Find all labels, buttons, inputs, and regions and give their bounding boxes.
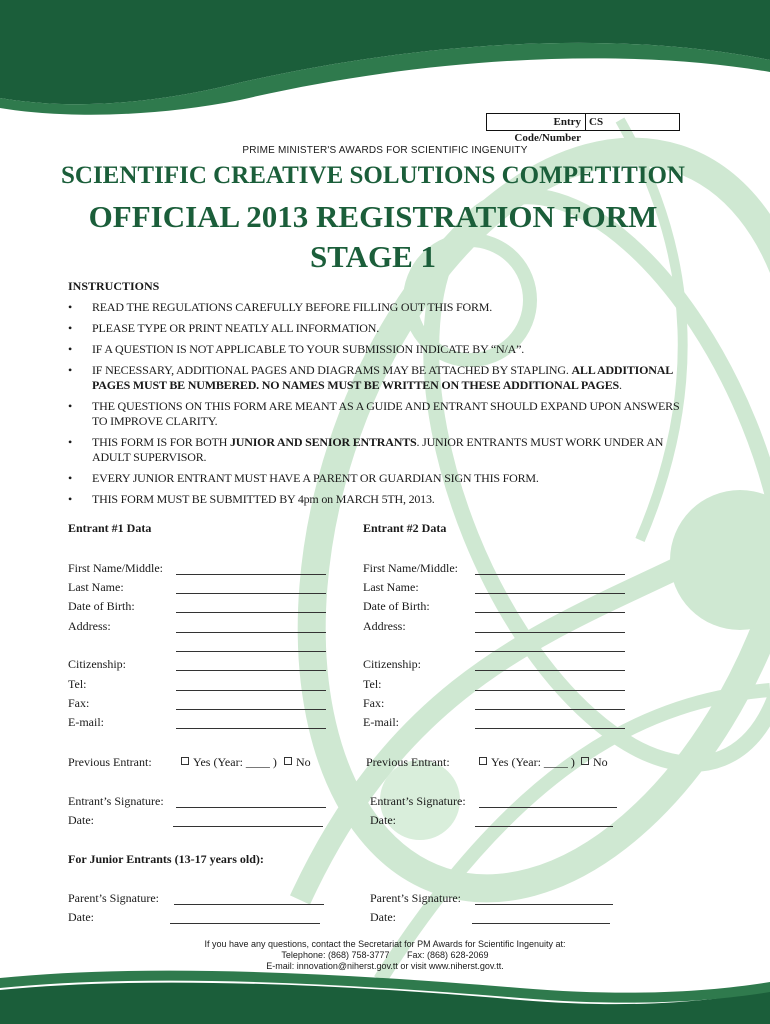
- instruction-item: • THIS FORM MUST BE SUBMITTED BY 4pm on MARCH 5TH, 2013.: [68, 492, 688, 507]
- entrant2-heading: Entrant #2 Data: [363, 521, 447, 535]
- entrant2-email-label: E-mail:: [363, 715, 399, 729]
- entrant1-citizenship-field[interactable]: [176, 670, 326, 671]
- awards-pretitle: PRIME MINISTER'S AWARDS FOR SCIENTIFIC INGENUITY: [242, 145, 528, 156]
- entrant2-email-field[interactable]: [475, 728, 625, 729]
- entrant2-address-field[interactable]: [475, 632, 625, 633]
- entrant2-last-name-field[interactable]: [475, 593, 625, 594]
- checkbox-icon[interactable]: [181, 757, 189, 765]
- instruction-item: • IF NECESSARY, ADDITIONAL PAGES AND DIAGRAMS MAY BE ATTACHED BY STAPLING. ALL ADDITIONAL PAGES MUST BE NUMBERED. NO NAMES MUST BE WRITTEN ON THESE ADDITIONAL PAGES.: [68, 363, 688, 393]
- competition-title: SCIENTIFIC CREATIVE SOLUTIONS COMPETITION: [61, 162, 685, 189]
- instruction-item: • READ THE REGULATIONS CAREFULLY BEFORE FILLING OUT THIS FORM.: [68, 300, 688, 315]
- entry-code-box: [486, 113, 680, 144]
- entrant2-previous-label: Previous Entrant:: [366, 755, 450, 769]
- instructions-section: [68, 279, 688, 513]
- parent2-signature-label: Parent’s Signature:: [370, 891, 461, 905]
- footer-intro: If you have any questions, contact the Secretariat for PM Awards for Scientific Ingenuity at:: [204, 939, 566, 949]
- entrant1-last-name-field[interactable]: [176, 593, 326, 594]
- instructions-heading: INSTRUCTIONS: [68, 279, 160, 293]
- entrant1-address-field-2[interactable]: [176, 651, 326, 652]
- entrant1-address-field[interactable]: [176, 632, 326, 633]
- entrant2-previous-no-option[interactable]: No: [581, 755, 608, 770]
- entrant1-first-name-label: First Name/Middle:: [68, 561, 163, 575]
- entrant2-date-field[interactable]: [475, 826, 613, 827]
- footer-email-web: E-mail: innovation@niherst.gov.tt or visit www.niherst.gov.tt.: [266, 961, 504, 971]
- entrant1-dob-label: Date of Birth:: [68, 599, 135, 613]
- entrant2-first-name-field[interactable]: [475, 574, 625, 575]
- entrant1-last-name-label: Last Name:: [68, 580, 124, 594]
- entrant2-signature-label: Entrant’s Signature:: [370, 794, 466, 808]
- instruction-item: • EVERY JUNIOR ENTRANT MUST HAVE A PARENT OR GUARDIAN SIGN THIS FORM.: [68, 471, 688, 486]
- form-title-line: OFFICIAL 2013 REGISTRATION FORM: [88, 199, 658, 234]
- checkbox-icon[interactable]: [581, 757, 589, 765]
- instructions-list: [68, 300, 688, 507]
- instruction-item: • THIS FORM IS FOR BOTH JUNIOR AND SENIOR ENTRANTS. JUNIOR ENTRANTS MUST WORK UNDER AN ADULT SUPERVISOR.: [68, 435, 688, 465]
- entrant2-dob-label: Date of Birth:: [363, 599, 430, 613]
- entrant1-dob-field[interactable]: [176, 612, 326, 613]
- footer-wave: [0, 971, 770, 1024]
- entrant1-email-field[interactable]: [176, 728, 326, 729]
- entrant1-email-label: E-mail:: [68, 715, 104, 729]
- entrant2-fax-field[interactable]: [475, 709, 625, 710]
- entrant1-date-label: Date:: [68, 813, 94, 827]
- entrant2-tel-field[interactable]: [475, 690, 625, 691]
- entrant1-tel-field[interactable]: [176, 690, 326, 691]
- entrant1-first-name-field[interactable]: [176, 574, 326, 575]
- instruction-item: • PLEASE TYPE OR PRINT NEATLY ALL INFORMATION.: [68, 321, 688, 336]
- entrant2-address-field-2[interactable]: [475, 651, 625, 652]
- entrant1-signature-field[interactable]: [176, 807, 326, 808]
- parent1-date-field[interactable]: [170, 923, 320, 924]
- entrant2-address-label: Address:: [363, 619, 406, 633]
- instruction-item: • THE QUESTIONS ON THIS FORM ARE MEANT AS A GUIDE AND ENTRANT SHOULD EXPAND UPON ANSWERS TO IMPROVE CLARITY.: [68, 399, 688, 429]
- entrant1-previous-yes-option[interactable]: Yes (Year: ____ ): [181, 755, 277, 770]
- entrant2-dob-field[interactable]: [475, 612, 625, 613]
- form-title: [0, 197, 746, 277]
- entrant2-fax-label: Fax:: [363, 696, 385, 710]
- entry-code-field[interactable]: CS: [589, 116, 604, 128]
- entrant2-tel-label: Tel:: [363, 677, 382, 691]
- junior-entrants-heading: For Junior Entrants (13-17 years old):: [68, 852, 264, 866]
- entrant1-date-field[interactable]: [173, 826, 323, 827]
- entrant1-tel-label: Tel:: [68, 677, 87, 691]
- parent2-signature-field[interactable]: [475, 904, 613, 905]
- entrant2-signature-field[interactable]: [479, 807, 617, 808]
- instruction-item: • IF A QUESTION IS NOT APPLICABLE TO YOUR SUBMISSION INDICATE BY “N/A”.: [68, 342, 688, 357]
- entrant2-date-label: Date:: [370, 813, 396, 827]
- entrant2-last-name-label: Last Name:: [363, 580, 419, 594]
- entry-code-label: Entry Code/Number: [487, 114, 586, 130]
- form-stage-line: STAGE 1: [309, 239, 437, 274]
- parent1-signature-field[interactable]: [174, 904, 324, 905]
- entrant1-fax-label: Fax:: [68, 696, 90, 710]
- entrant2-citizenship-label: Citizenship:: [363, 657, 421, 671]
- entrant1-signature-label: Entrant’s Signature:: [68, 794, 164, 808]
- entrant1-citizenship-label: Citizenship:: [68, 657, 126, 671]
- checkbox-icon[interactable]: [479, 757, 487, 765]
- entrant1-previous-no-option[interactable]: No: [284, 755, 311, 770]
- contact-footer: [0, 939, 770, 972]
- parent2-date-label: Date:: [370, 910, 396, 924]
- header-wave: [0, 0, 770, 115]
- entrant1-heading: Entrant #1 Data: [68, 521, 152, 535]
- checkbox-icon[interactable]: [284, 757, 292, 765]
- parent2-date-field[interactable]: [472, 923, 610, 924]
- entrant2-previous-yes-option[interactable]: Yes (Year: ____ ): [479, 755, 575, 770]
- entrant1-fax-field[interactable]: [176, 709, 326, 710]
- parent1-date-label: Date:: [68, 910, 94, 924]
- entrant1-previous-label: Previous Entrant:: [68, 755, 152, 769]
- entrant1-address-label: Address:: [68, 619, 111, 633]
- parent1-signature-label: Parent’s Signature:: [68, 891, 159, 905]
- entrant2-citizenship-field[interactable]: [475, 670, 625, 671]
- footer-phone-fax: Telephone: (868) 758-3777 Fax: (868) 628-2069: [281, 950, 489, 960]
- entrant2-first-name-label: First Name/Middle:: [363, 561, 458, 575]
